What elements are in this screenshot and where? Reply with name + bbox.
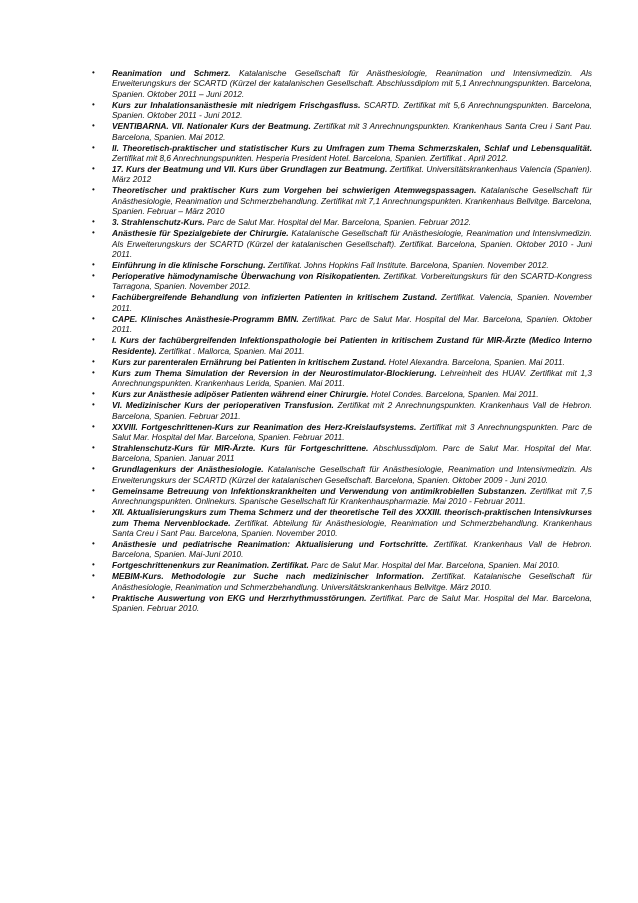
bullet-icon: •: [92, 335, 95, 345]
course-title: Anästhesie und pediatrische Reanimation: Aktualisierung und Fortschritte.: [112, 538, 429, 549]
list-item: [92, 571, 592, 592]
course-detail: Lehreinheit des HUAV. Zertifikat mit 1,3 Anrechnungspunkten. Krankenhaus Lerida, Spanien. Mai 2011.: [112, 367, 592, 389]
course-title: I. Kurs der fachübergreifenden Infektionspathologie bei Patienten in kritischem Zustand für MIR-Ärzte (Medico Interno Residente).: [112, 335, 592, 356]
course-detail: Katalanische Gesellschaft für Anästhesiologie, Reanimation und Intensivmedizin. Als Erweiterungskurs der SCARTD (Kürzel der katalanischen Gesellschaft. Abschlussdiplom mit 5,1 Anrechnungspunkten. Barcelona, Spanien. Oktober 2011 – Juni 2012.: [112, 68, 593, 99]
course-detail: Parc de Salut Mar. Hospital del Mar. Barcelona, Spanien. Februar 2012.: [204, 217, 472, 228]
list-item: [92, 335, 592, 356]
bullet-icon: •: [92, 571, 95, 581]
list-item: [92, 357, 592, 367]
course-detail: Abschlussdiplom. Parc de Salut Mar. Hospital del Mar. Barcelona, Spanien. Januar 2011: [112, 442, 592, 464]
course-title: Perioperative hämodynamische Überwachung von Risikopatienten.: [112, 271, 381, 282]
course-title: Anästhesie für Spezialgebiete der Chirurgie.: [112, 228, 289, 239]
course-detail: Zertifikat. Katalanische Gesellschaft für Anästhesiologie, Reanimation und Schmerzbehandlung. Universitätskrankenhaus Bellvitge. März 2010.: [112, 571, 592, 592]
course-detail: Zertifikat mit 8,6 Anrechnungspunkten. Hesperia President Hotel. Barcelona, Spanien. Zertifikat . April 2012.: [112, 153, 508, 164]
list-item: [92, 164, 592, 185]
bullet-icon: •: [92, 260, 95, 270]
list-item: [92, 314, 592, 335]
list-item: [92, 228, 592, 259]
course-title: VI. Medizinischer Kurs der perioperativen Transfusion.: [112, 400, 334, 411]
bullet-icon: •: [92, 292, 95, 302]
course-title: Einführung in die klinische Forschung.: [112, 260, 266, 271]
list-item: [92, 68, 592, 99]
course-detail: Hotel Alexandra. Barcelona, Spanien. Mai 2011.: [386, 356, 565, 367]
list-item: [92, 507, 592, 538]
bullet-icon: •: [92, 485, 95, 495]
bullet-icon: •: [92, 217, 95, 227]
course-detail: Zertifikat. Parc de Salut Mar. Hospital del Mar. Barcelona, Spanien. Februar 2010.: [112, 592, 592, 614]
course-detail: Zertifikat mit 2 Anrechnungspunkten. Krankenhaus Vall de Hebron. Barcelona, Spanien. Februar 2011.: [112, 400, 592, 421]
bullet-icon: •: [92, 68, 95, 77]
course-detail: Parc de Salut Mar. Hospital del Mar. Barcelona, Spanien. Mai 2010.: [308, 560, 560, 571]
course-detail: Zertifikat mit 7,5 Anrechnungspunkten. Onlinekurs. Spanische Gesellschaft für Krankenhauspharmazie. Mai 2010 - Februar 2011.: [112, 485, 592, 507]
list-item: [92, 389, 592, 399]
course-detail: Zertifikat. Johns Hopkins Fall Institute. Barcelona, Spanien. November 2012.: [265, 260, 549, 271]
bullet-icon: •: [92, 271, 95, 281]
course-detail: Hotel Condes. Barcelona, Spanien. Mai 2011.: [368, 389, 539, 400]
list-item: [92, 217, 592, 227]
bullet-icon: •: [92, 442, 95, 452]
course-title: VENTIBARNA. VII. Nationaler Kurs der Beatmung.: [112, 121, 311, 132]
list-item: [92, 143, 592, 164]
course-detail: Zertifikat. Vorbereitungskurs für den SCARTD-Kongress Tarragona, Spanien. November 2012.: [112, 271, 592, 292]
course-title: 3. Strahlenschutz-Kurs.: [112, 217, 205, 228]
bullet-icon: •: [92, 538, 95, 548]
list-item: [92, 486, 592, 507]
bullet-icon: •: [92, 592, 95, 602]
bullet-icon: •: [92, 464, 95, 474]
course-detail: Zertifikat. Parc de Salut Mar. Hospital del Mar. Barcelona, Spanien. Oktober 2011.: [112, 313, 592, 335]
bullet-icon: •: [92, 421, 95, 431]
course-title: Reanimation und Schmerz.: [112, 68, 231, 78]
bullet-icon: •: [92, 356, 95, 366]
bullet-icon: •: [92, 228, 95, 238]
course-title: XXVIII. Fortgeschrittenen-Kurs zur Reanimation des Herz-Kreislaufsystems.: [112, 421, 417, 432]
course-detail: Zertifikat. Krankenhaus Vall de Hebron. Barcelona, Spanien. Mai-Juni 2010.: [112, 538, 592, 560]
course-title: MEBIM-Kurs. Methodologie zur Suche nach medizinischer Information.: [112, 571, 425, 582]
course-detail: Zertifikat . Mallorca, Spanien. Mai 2011.: [156, 345, 305, 356]
list-item: [92, 121, 592, 142]
course-detail: Katalanische Gesellschaft für Anästhesiologie, Reanimation und Intensivmedizin. Als Erweiterungskurs der SCARTD (Kürzel der katalanischen Gesellschaft. Barcelona, Spanien. Oktober 2009 - Juni 2010.: [112, 464, 592, 485]
bullet-icon: •: [92, 185, 95, 195]
course-detail: Zertifikat. Valencia, Spanien. November 2011.: [112, 292, 593, 313]
course-detail: Katalanische Gesellschaft für Anästhesiologie, Reanimation und Intensivmedizin. Als Erweiterungskurs der SCARTD (Kürzel der katalanischen Gesellschaft). Zertifikat. Barcelona, Spanien. Oktober 2010 - Juni 2011.: [112, 228, 592, 260]
bullet-icon: •: [92, 389, 95, 399]
list-item: [92, 368, 592, 389]
bullet-icon: •: [92, 121, 95, 131]
list-item: [92, 260, 592, 270]
bullet-icon: •: [92, 99, 95, 109]
course-title: Grundlagenkurs der Anästhesiologie.: [112, 464, 264, 475]
course-title: 17. Kurs der Beatmung und VII. Kurs über Grundlagen zur Beatmung.: [112, 164, 388, 175]
bullet-icon: •: [92, 560, 95, 570]
course-detail: Zertifikat mit 3 Anrechnungspunkten. Parc de Salut Mar. Hospital del Mar. Barcelona, Spanien. Februar 2011.: [112, 421, 592, 442]
list-item: [92, 593, 592, 614]
list-item: [92, 443, 592, 464]
course-detail: Zertifikat mit 3 Anrechnungspunkten. Krankenhaus Santa Creu i Sant Pau. Barcelona, Spanien. Mai 2012.: [112, 121, 592, 142]
list-item: [92, 422, 592, 443]
course-title: Strahlenschutz-Kurs für MIR-Ärzte. Kurs für Fortgeschrittene.: [112, 442, 369, 453]
list-item: [92, 292, 592, 313]
course-title: Kurs zur Inhalationsanästhesie mit niedrigem Frischgasfluss.: [112, 99, 361, 110]
course-title: CAPE. Klinisches Anästhesie-Programm BMN.: [112, 313, 299, 324]
list-item: [92, 100, 592, 121]
list-item: [92, 560, 592, 570]
course-detail: SCARTD. Zertifikat mit 5,6 Anrechnungspunkten. Barcelona, Spanien. Oktober 2011 - Juni 2012.: [112, 99, 592, 121]
course-title: Theoretischer und praktischer Kurs zum Vorgehen bei schwierigen Atemwegspassagen.: [112, 185, 477, 196]
bullet-icon: •: [92, 164, 95, 174]
bullet-icon: •: [92, 507, 95, 517]
list-item: [92, 539, 592, 560]
course-detail: Zertifikat. Universitätskrankenhaus Valencia (Spanien). März 2012: [112, 164, 593, 185]
bullet-icon: •: [92, 313, 95, 323]
course-title: Gemeinsame Betreuung von Infektionskrankheiten und Verwendung von antimikrobiellen Substanzen.: [112, 485, 527, 496]
bullet-icon: •: [92, 400, 95, 410]
course-title: Fachübergreifende Behandlung von infizierten Patienten in kritischem Zustand.: [112, 292, 438, 303]
list-item: [92, 400, 592, 421]
course-title: II. Theoretisch-praktischer und statistischer Kurs zu Umfragen zum Thema Schmerzskalen, Schlaf und Lebensqualität.: [112, 142, 592, 153]
course-title: XII. Aktualisierungskurs zum Thema Schmerz und der theoretische Teil des XXXIII. theorisch-praktischen Intensivkurses zum Thema Nervenblockade.: [112, 507, 592, 528]
course-detail: Katalanische Gesellschaft für Anästhesiologie, Reanimation und Schmerzbehandlung. Zertifikat mit 7,1 Anrechnungspunkten. Krankenhaus Bellvitge. Barcelona, Spanien. Februar – März 2010: [112, 185, 592, 217]
list-item: [92, 464, 592, 485]
course-title: Kurs zur parenteralen Ernährung bei Patienten in kritischem Zustand.: [112, 356, 387, 367]
bullet-icon: •: [92, 367, 95, 377]
list-item: [92, 271, 592, 292]
list-item: [92, 185, 592, 216]
course-title: Kurs zum Thema Simulation der Reversion in der Neurostimulator-Blockierung.: [112, 367, 437, 378]
course-title: Fortgeschrittenenkurs zur Reanimation. Zertifikat.: [112, 560, 309, 571]
course-title: Kurs zur Anästhesie adipöser Patienten während einer Chirurgie.: [112, 389, 369, 400]
course-title: Praktische Auswertung von EKG und Herzrhythmusstörungen.: [112, 592, 367, 603]
course-detail: Zertifikat. Abteilung für Anästhesiologie, Reanimation und Schmerzbehandlung. Krankenhaus Santa Creu i Sant Pau. Barcelona, Spanien. November 2010.: [112, 517, 592, 538]
bullet-icon: •: [92, 142, 95, 152]
course-list: [92, 68, 592, 614]
